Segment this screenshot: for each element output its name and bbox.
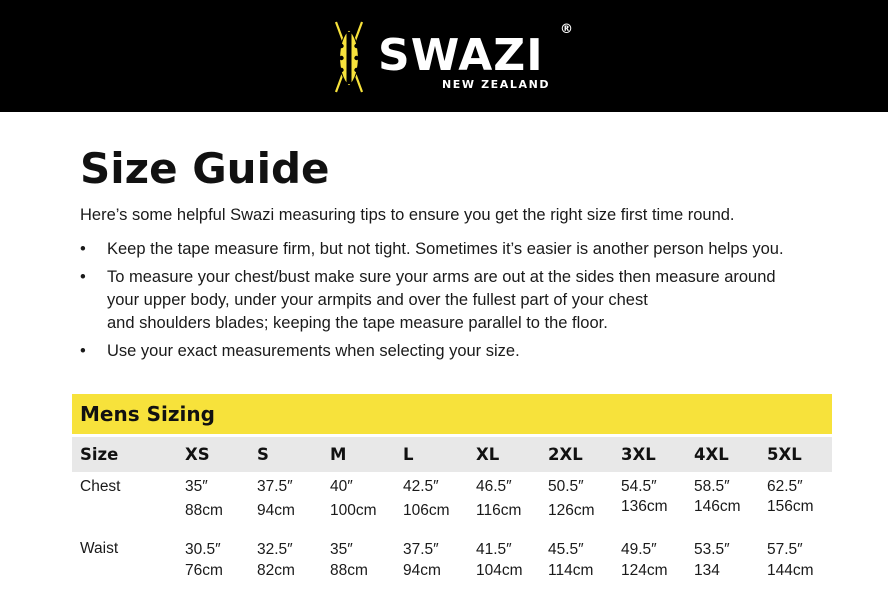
chest-cm-xl: 116cm: [476, 502, 522, 519]
tip-item: [80, 266, 840, 335]
size-header-3xl: 3XL: [621, 445, 656, 464]
chest-cm-2xl: 126cm: [548, 502, 595, 519]
chest-inches-2xl: 50.5″: [548, 478, 584, 495]
size-header-5xl: 5XL: [767, 445, 802, 464]
tip-item: [80, 238, 840, 261]
chest-cm-3xl: 136cm: [621, 498, 668, 515]
waist-cm-m: 88cm: [330, 562, 368, 579]
shield-with-spears-icon: [328, 20, 370, 94]
waist-inches-2xl: 45.5″: [548, 541, 584, 558]
waist-cm-xl: 104cm: [476, 562, 523, 579]
chest-inches-xs: 35″: [185, 478, 208, 495]
row-label-chest: Chest: [80, 478, 121, 495]
size-column-header: Size: [80, 445, 119, 464]
waist-cm-2xl: 114cm: [548, 562, 594, 579]
chest-inches-3xl: 54.5″: [621, 478, 657, 495]
chest-inches-xl: 46.5″: [476, 478, 512, 495]
bullet-icon: •: [80, 240, 86, 258]
waist-inches-4xl: 53.5″: [694, 541, 730, 558]
chest-inches-s: 37.5″: [257, 478, 293, 495]
section-title: Mens Sizing: [80, 402, 215, 426]
row-label-waist: Waist: [80, 540, 119, 557]
waist-inches-5xl: 57.5″: [767, 541, 803, 558]
size-header-4xl: 4XL: [694, 445, 729, 464]
tip-text: Use your exact measurements when selecting your size.: [107, 342, 520, 360]
tip-text: Keep the tape measure firm, but not tight. Sometimes it’s easier is another person helps you.: [107, 240, 784, 258]
waist-inches-s: 32.5″: [257, 541, 293, 558]
brand-header: [0, 0, 888, 112]
tip-text: your upper body, under your armpits and over the fullest part of your chest: [107, 291, 648, 309]
size-table-header: [72, 437, 832, 472]
size-header-2xl: 2XL: [548, 445, 583, 464]
tips-list: [80, 238, 840, 368]
chest-inches-5xl: 62.5″: [767, 478, 803, 495]
size-header-m: M: [330, 445, 347, 464]
size-header-xs: XS: [185, 445, 210, 464]
waist-cm-5xl: 144cm: [767, 562, 814, 579]
chest-inches-m: 40″: [330, 478, 353, 495]
bullet-icon: •: [80, 342, 86, 360]
swazi-logo[interactable]: [328, 18, 588, 98]
chest-cm-5xl: 156cm: [767, 498, 814, 515]
waist-inches-l: 37.5″: [403, 541, 439, 558]
waist-inches-m: 35″: [330, 541, 353, 558]
waist-cm-l: 94cm: [403, 562, 441, 579]
brand-wordmark: SWAZI: [378, 30, 544, 81]
size-header-s: S: [257, 445, 269, 464]
waist-cm-3xl: 124cm: [621, 562, 668, 579]
chest-cm-4xl: 146cm: [694, 498, 741, 515]
chest-cm-xs: 88cm: [185, 502, 223, 519]
mens-sizing-section-bar: [72, 394, 832, 434]
waist-inches-xs: 30.5″: [185, 541, 221, 558]
tip-text: To measure your chest/bust make sure your arms are out at the sides then measure around: [107, 268, 776, 286]
chest-cm-m: 100cm: [330, 502, 377, 519]
waist-cm-xs: 76cm: [185, 562, 223, 579]
chest-inches-4xl: 58.5″: [694, 478, 730, 495]
page-title: Size Guide: [80, 144, 330, 193]
tip-text: and shoulders blades; keeping the tape measure parallel to the floor.: [107, 314, 608, 332]
intro-text: Here’s some helpful Swazi measuring tips to ensure you get the right size first time round.: [80, 206, 735, 224]
waist-inches-3xl: 49.5″: [621, 541, 657, 558]
chest-cm-l: 106cm: [403, 502, 450, 519]
registered-mark: ®: [560, 22, 573, 37]
size-header-xl: XL: [476, 445, 500, 464]
brand-subtitle: NEW ZEALAND: [442, 78, 551, 91]
waist-inches-xl: 41.5″: [476, 541, 512, 558]
waist-cm-4xl: 134: [694, 562, 720, 579]
bullet-icon: •: [80, 268, 86, 286]
size-header-l: L: [403, 445, 414, 464]
chest-cm-s: 94cm: [257, 502, 295, 519]
waist-cm-s: 82cm: [257, 562, 295, 579]
chest-inches-l: 42.5″: [403, 478, 439, 495]
tip-item: [80, 340, 840, 363]
